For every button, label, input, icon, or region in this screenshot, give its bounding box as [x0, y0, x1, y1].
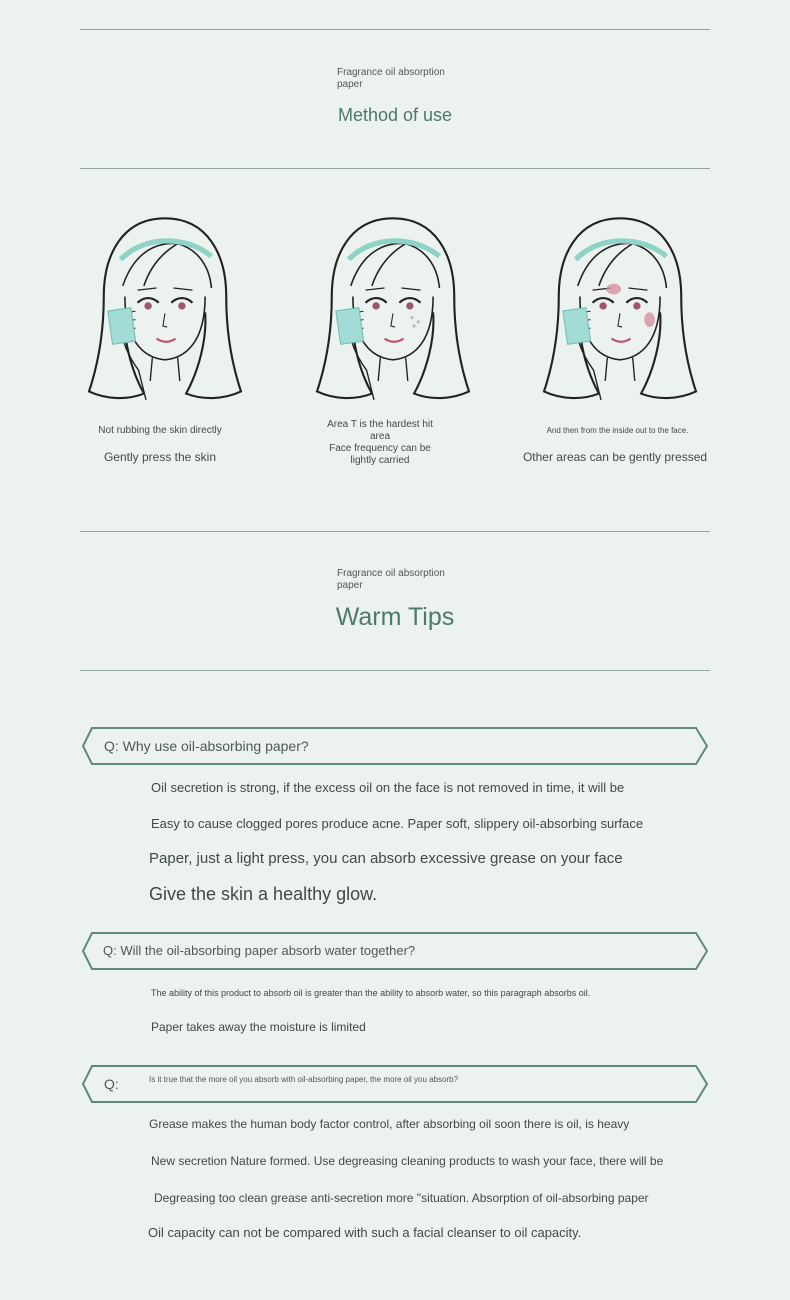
faq3-answer-line2: New secretion Nature formed. Use degreasing cleaning products to wash your face, there will be	[151, 1154, 664, 1168]
faq3-question-box	[82, 1065, 708, 1103]
faq1-answer-line2: Easy to cause clogged pores produce acne. Paper soft, slippery oil-absorbing surface	[151, 816, 644, 831]
section1-eyebrow: Fragrance oil absorption paper	[337, 67, 445, 90]
faq3-question-small: Is it true that the more oil you absorb with oil-absorbing paper, the more oil you absorb?	[149, 1075, 459, 1084]
faq2-question: Q: Will the oil-absorbing paper absorb water together?	[103, 943, 416, 958]
step1-caption-main: Gently press the skin	[103, 450, 217, 464]
face-t-zone-icon	[308, 212, 478, 402]
oil-paper-icon	[563, 308, 591, 345]
faq3-question: Q:	[104, 1076, 119, 1092]
divider-section2-bottom	[80, 670, 710, 671]
oil-paper-icon	[108, 308, 136, 345]
divider-section1-bottom	[80, 168, 710, 169]
section1-title: Method of use	[337, 105, 453, 125]
step1-caption-small: Not rubbing the skin directly	[98, 425, 222, 436]
face-illustration-3	[535, 212, 705, 412]
face-illustration-2	[308, 212, 478, 412]
faq3-answer-line3: Degreasing too clean grease anti-secretion more "situation. Absorption of oil-absorbing paper	[154, 1191, 649, 1205]
step2-caption-small: Area T is the hardest hit area	[327, 419, 433, 442]
faq3-answer-line1: Grease makes the human body factor control, after absorbing oil soon there is oil, is heavy	[149, 1117, 630, 1131]
section2-title: Warm Tips	[335, 603, 455, 631]
oil-paper-icon	[336, 308, 364, 345]
face-blush-icon	[535, 212, 705, 402]
faq1-answer-line4: Give the skin a healthy glow.	[149, 884, 378, 904]
faq1-answer-line3: Paper, just a light press, you can absorb excessive grease on your face	[149, 850, 623, 867]
divider-section2-top	[80, 531, 710, 532]
faq2-answer-line1: The ability of this product to absorb oil is greater than the ability to absorb water, so this paragraph absorbs oil.	[151, 988, 591, 998]
question-frame	[82, 1065, 708, 1103]
face-illustration-1	[80, 212, 250, 412]
step3-caption-main: Other areas can be gently pressed	[522, 450, 708, 464]
faq1-answer-line1: Oil secretion is strong, if the excess oil on the face is not removed in time, it will be	[151, 780, 625, 795]
faq1-question-box	[82, 727, 708, 765]
faq1-question: Q: Why use oil-absorbing paper?	[104, 738, 309, 754]
faq2-question-box	[82, 932, 708, 970]
step2-caption-main: Face frequency can be lightly carried	[329, 443, 431, 466]
face-icon	[80, 212, 250, 402]
section2-eyebrow: Fragrance oil absorption paper	[337, 568, 445, 591]
faq2-answer-line2: Paper takes away the moisture is limited	[151, 1020, 366, 1034]
step3-caption-small: And then from the inside out to the face.	[546, 426, 689, 435]
faq3-answer-line4: Oil capacity can not be compared with such a facial cleanser to oil capacity.	[148, 1225, 582, 1240]
divider-top	[80, 29, 710, 30]
